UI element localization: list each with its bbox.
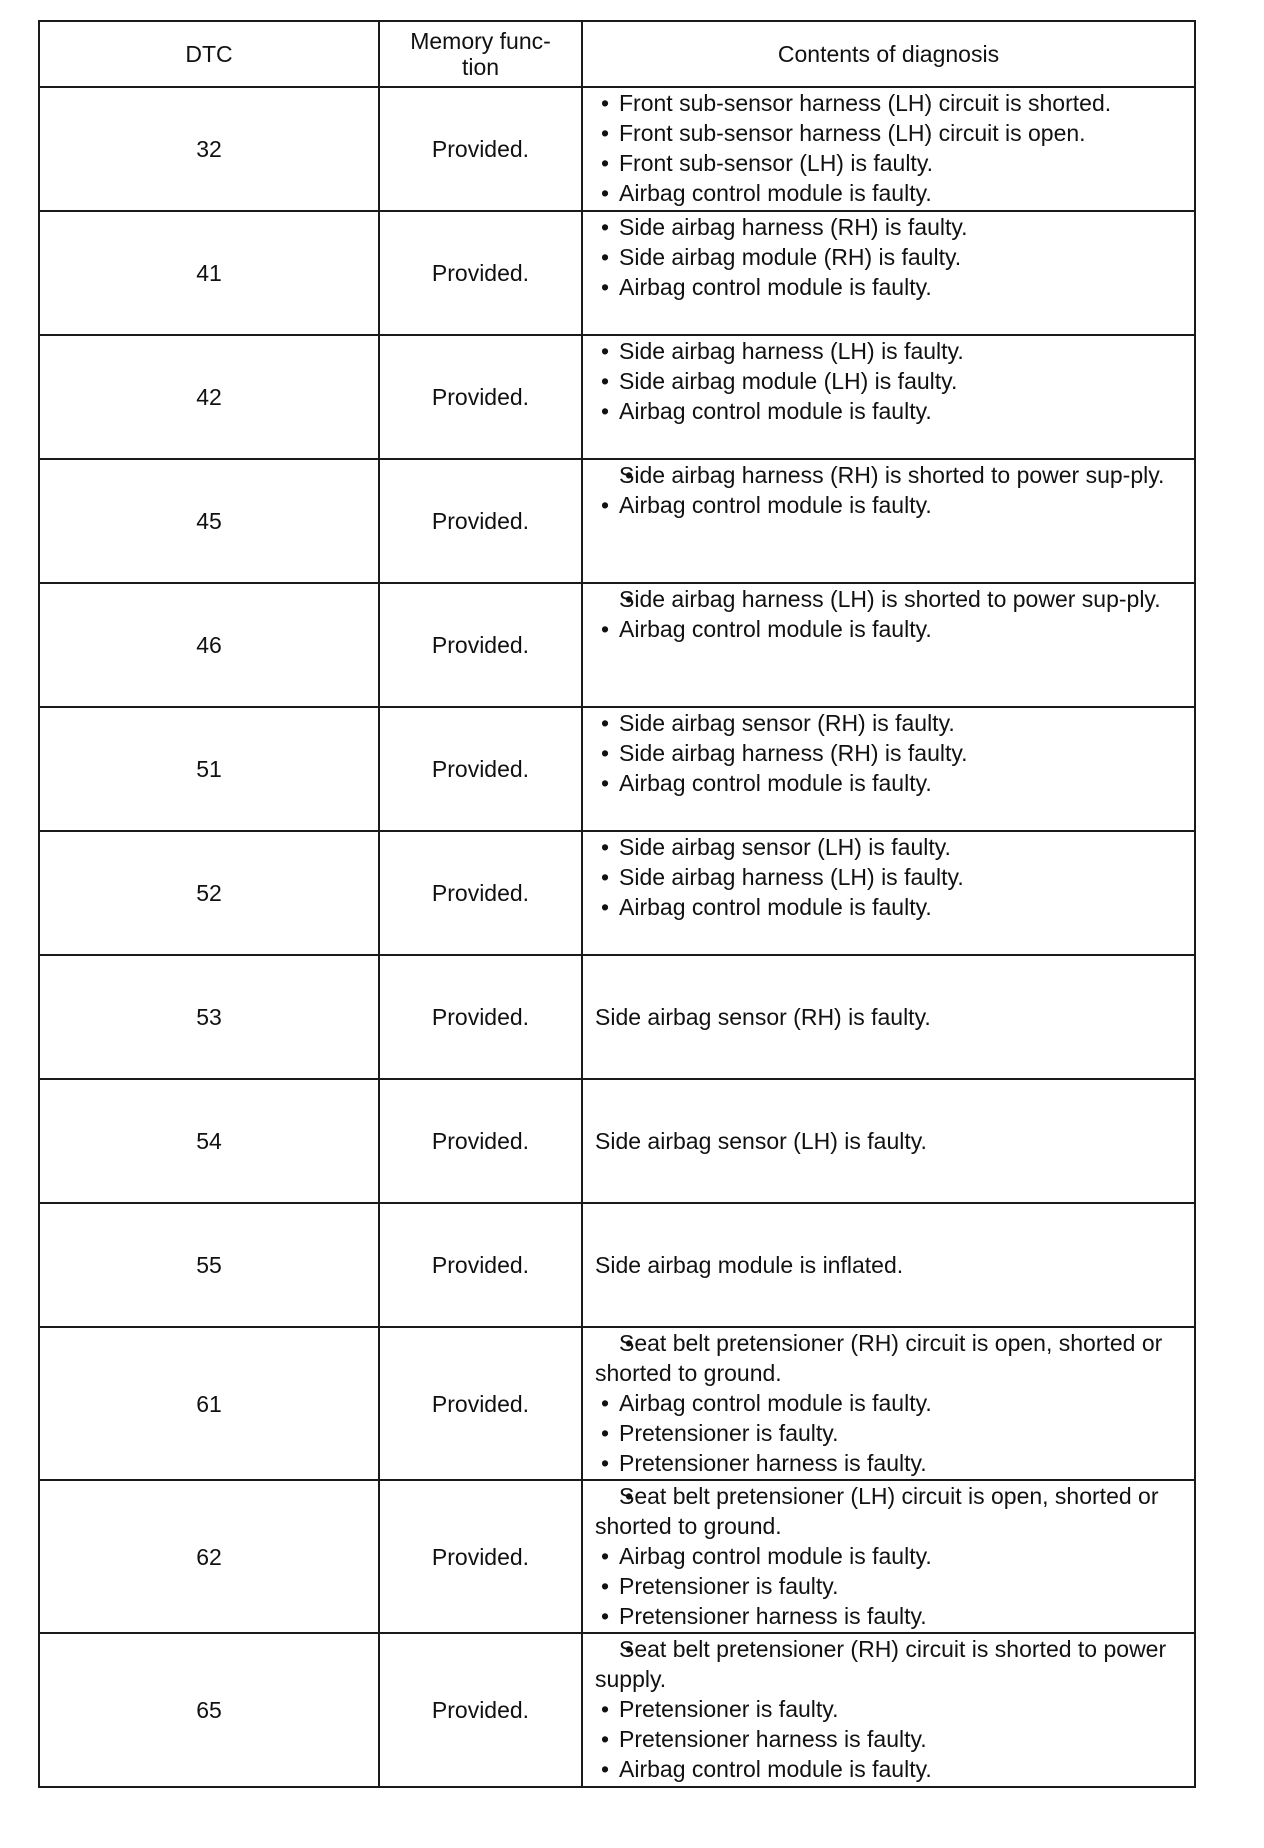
table-row <box>39 583 1195 707</box>
diagnosis-item: • Side airbag harness (LH) is shorted to power sup-ply. <box>595 584 1184 614</box>
diagnosis-item: • Seat belt pretensioner (LH) circuit is open, shorted or shorted to ground. <box>595 1481 1184 1541</box>
diagnosis-item: • Side airbag harness (RH) is shorted to power sup-ply. <box>595 460 1184 490</box>
table-header-row <box>39 21 1195 87</box>
diagnosis-contents <box>582 1480 1195 1633</box>
table-row <box>39 1203 1195 1327</box>
diagnosis-contents <box>582 583 1195 707</box>
memory-function: Provided. <box>379 1079 582 1203</box>
header-memory-function-line2: tion <box>461 54 500 80</box>
dtc-code: 55 <box>39 1203 379 1327</box>
diagnosis-item: • Pretensioner harness is faulty. <box>595 1601 1184 1631</box>
diagnosis-item: • Airbag control module is faulty. <box>595 768 1184 798</box>
diagnosis-contents: Side airbag module is inflated. <box>582 1203 1195 1327</box>
diagnosis-item: • Side airbag sensor (RH) is faulty. <box>595 708 1184 738</box>
dtc-code: 62 <box>39 1480 379 1633</box>
memory-function: Provided. <box>379 211 582 335</box>
header-contents-of-diagnosis: Contents of diagnosis <box>582 21 1195 87</box>
diagnosis-item: • Airbag control module is faulty. <box>595 1754 1184 1784</box>
dtc-code: 42 <box>39 335 379 459</box>
table-row <box>39 87 1195 211</box>
diagnosis-contents <box>582 335 1195 459</box>
table-row <box>39 1327 1195 1480</box>
diagnosis-item: • Airbag control module is faulty. <box>595 1541 1184 1571</box>
diagnosis-item: • Pretensioner is faulty. <box>595 1694 1184 1724</box>
diagnosis-contents: Side airbag sensor (LH) is faulty. <box>582 1079 1195 1203</box>
memory-function: Provided. <box>379 87 582 211</box>
dtc-code: 61 <box>39 1327 379 1480</box>
diagnosis-item: • Side airbag harness (RH) is faulty. <box>595 738 1184 768</box>
diagnosis-item: • Side airbag sensor (LH) is faulty. <box>595 832 1184 862</box>
memory-function: Provided. <box>379 1203 582 1327</box>
diagnosis-item: • Seat belt pretensioner (RH) circuit is open, shorted or shorted to ground. <box>595 1328 1184 1388</box>
diagnosis-item: • Airbag control module is faulty. <box>595 490 1184 520</box>
dtc-code: 65 <box>39 1633 379 1787</box>
diagnosis-item: • Side airbag harness (LH) is faulty. <box>595 862 1184 892</box>
table-row <box>39 335 1195 459</box>
dtc-table <box>38 20 1196 1788</box>
memory-function: Provided. <box>379 955 582 1079</box>
dtc-code: 51 <box>39 707 379 831</box>
diagnosis-contents <box>582 1633 1195 1787</box>
diagnosis-item: • Airbag control module is faulty. <box>595 178 1184 208</box>
header-dtc: DTC <box>39 21 379 87</box>
memory-function: Provided. <box>379 831 582 955</box>
diagnosis-item: • Airbag control module is faulty. <box>595 614 1184 644</box>
table-row <box>39 459 1195 583</box>
table-row <box>39 1480 1195 1633</box>
memory-function: Provided. <box>379 707 582 831</box>
memory-function: Provided. <box>379 1633 582 1787</box>
diagnosis-item: • Pretensioner harness is faulty. <box>595 1724 1184 1754</box>
header-memory-function-line1: Memory func- <box>410 28 551 54</box>
diagnosis-contents <box>582 87 1195 211</box>
dtc-code: 41 <box>39 211 379 335</box>
diagnosis-item: • Side airbag harness (LH) is faulty. <box>595 336 1184 366</box>
dtc-code: 52 <box>39 831 379 955</box>
diagnosis-item: • Side airbag module (LH) is faulty. <box>595 366 1184 396</box>
diagnosis-item: • Side airbag module (RH) is faulty. <box>595 242 1184 272</box>
memory-function: Provided. <box>379 459 582 583</box>
diagnosis-item: • Airbag control module is faulty. <box>595 272 1184 302</box>
diagnosis-contents: Side airbag sensor (RH) is faulty. <box>582 955 1195 1079</box>
diagnosis-item: • Pretensioner is faulty. <box>595 1571 1184 1601</box>
dtc-code: 32 <box>39 87 379 211</box>
table-row <box>39 955 1195 1079</box>
dtc-code: 54 <box>39 1079 379 1203</box>
diagnosis-item: • Seat belt pretensioner (RH) circuit is shorted to power supply. <box>595 1634 1184 1694</box>
table-row <box>39 211 1195 335</box>
diagnosis-item: • Pretensioner harness is faulty. <box>595 1448 1184 1478</box>
diagnosis-item: • Airbag control module is faulty. <box>595 1388 1184 1418</box>
diagnosis-item: • Front sub-sensor harness (LH) circuit is open. <box>595 118 1184 148</box>
diagnosis-contents <box>582 211 1195 335</box>
table-row <box>39 707 1195 831</box>
dtc-code: 53 <box>39 955 379 1079</box>
diagnosis-item: • Airbag control module is faulty. <box>595 396 1184 426</box>
diagnosis-contents <box>582 459 1195 583</box>
header-memory-function <box>379 21 582 87</box>
table-row <box>39 1079 1195 1203</box>
dtc-code: 46 <box>39 583 379 707</box>
diagnosis-contents <box>582 707 1195 831</box>
dtc-code: 45 <box>39 459 379 583</box>
diagnosis-item: • Side airbag harness (RH) is faulty. <box>595 212 1184 242</box>
memory-function: Provided. <box>379 335 582 459</box>
diagnosis-item: • Front sub-sensor (LH) is faulty. <box>595 148 1184 178</box>
table-row <box>39 1633 1195 1787</box>
diagnosis-item: • Pretensioner is faulty. <box>595 1418 1184 1448</box>
memory-function: Provided. <box>379 1327 582 1480</box>
memory-function: Provided. <box>379 583 582 707</box>
memory-function: Provided. <box>379 1480 582 1633</box>
diagnosis-item: • Front sub-sensor harness (LH) circuit is shorted. <box>595 88 1184 118</box>
table-row <box>39 831 1195 955</box>
diagnosis-contents <box>582 831 1195 955</box>
diagnosis-item: • Airbag control module is faulty. <box>595 892 1184 922</box>
diagnosis-contents <box>582 1327 1195 1480</box>
